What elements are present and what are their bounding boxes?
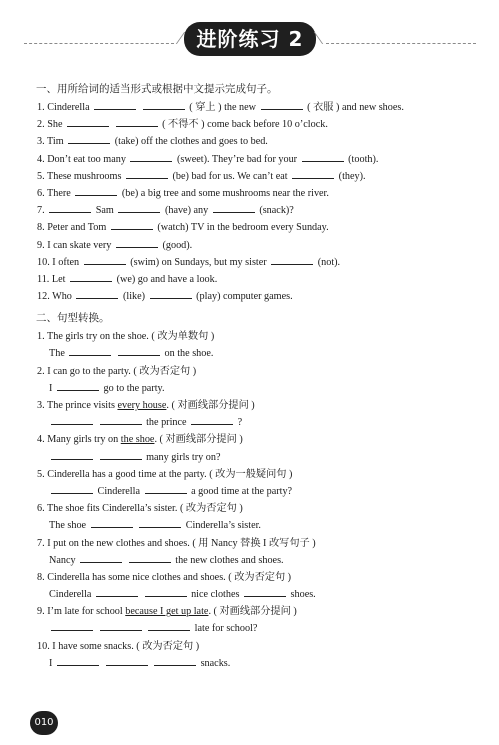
exercise-1 [37, 99, 477, 116]
answer-blank[interactable] [70, 272, 112, 282]
answer-blank[interactable] [57, 656, 99, 666]
text: (we) go and have a look. [116, 273, 218, 285]
header-rule-right [326, 43, 476, 44]
transform-2-answer [37, 380, 477, 397]
section-header [0, 22, 499, 62]
exercise-12 [37, 288, 477, 305]
text: (swim) on Sundays, but my sister [130, 256, 267, 268]
answer-blank[interactable] [67, 117, 109, 127]
text: (not). [317, 256, 341, 268]
answer-blank[interactable] [76, 289, 118, 299]
answer-blank[interactable] [244, 587, 286, 597]
transform-9-prompt [37, 603, 477, 620]
text: I [49, 657, 53, 669]
text: go to the party. [103, 382, 165, 394]
text: 3. The prince visits [37, 400, 118, 411]
text: ( 衣服 ) and new shoes. [307, 102, 404, 113]
transform-3-answer [37, 414, 477, 431]
answer-blank[interactable] [51, 415, 93, 425]
exercise-6 [37, 185, 477, 202]
answer-blank[interactable] [57, 381, 99, 391]
underlined-text: the shoe [120, 434, 155, 446]
exercise-9 [37, 237, 477, 254]
transform-3-prompt [37, 397, 477, 414]
answer-blank[interactable] [154, 656, 196, 666]
text: on the shoe. [164, 348, 214, 360]
text: 10. I often [37, 256, 80, 268]
text: (watch) TV in the bedroom every Sunday. [157, 222, 329, 234]
answer-blank[interactable] [91, 518, 133, 528]
answer-blank[interactable] [68, 134, 110, 144]
answer-blank[interactable] [213, 203, 255, 213]
text: 9. I’m late for school [37, 606, 126, 618]
answer-blank[interactable] [100, 621, 142, 631]
worksheet-content [37, 80, 477, 672]
text: I [49, 382, 53, 394]
answer-blank[interactable] [143, 100, 185, 110]
text: 11. Let [37, 273, 66, 285]
transform-9-answer [37, 620, 477, 637]
text: late for school? [194, 623, 258, 635]
section1-heading: 一、用所给词的适当形式或根据中文提示完成句子。 [36, 83, 278, 95]
answer-blank[interactable] [100, 450, 142, 460]
header-rule-left [24, 43, 174, 44]
header-tick-left [164, 32, 185, 44]
answer-blank[interactable] [191, 415, 233, 425]
answer-blank[interactable] [84, 255, 126, 265]
transform-4-answer [37, 449, 477, 466]
text: shoes. [290, 589, 316, 601]
answer-blank[interactable] [111, 220, 153, 230]
exercise-7 [37, 202, 477, 219]
text: (tooth). [348, 153, 379, 165]
section2-heading: 二、句型转换。 [36, 312, 110, 325]
text: (sweet). They’re bad for your [177, 153, 298, 165]
answer-blank[interactable] [51, 450, 93, 460]
transform-5-prompt: 5. Cinderella has a good time at the party. ( 改为一般疑问句 ) [37, 468, 293, 480]
text: (like) [123, 291, 146, 303]
answer-blank[interactable] [51, 484, 93, 494]
text: Cinderella [97, 485, 140, 497]
transform-8-prompt: 8. Cinderella has some nice clothes and shoes. ( 改为否定句 ) [37, 571, 292, 583]
text: nice clothes [191, 589, 240, 601]
exercise-3 [37, 133, 477, 150]
text: (they). [338, 170, 366, 182]
text: 4. Don’t eat too many [37, 153, 126, 165]
page-title: 进阶练习 2 [184, 22, 316, 56]
answer-blank[interactable] [118, 203, 160, 213]
text: The [49, 348, 65, 360]
answer-blank[interactable] [261, 100, 303, 110]
answer-blank[interactable] [139, 518, 181, 528]
text: (play) computer games. [196, 291, 293, 303]
text: 1. Cinderella [37, 102, 90, 113]
answer-blank[interactable] [145, 484, 187, 494]
text: a good time at the party? [191, 485, 293, 497]
answer-blank[interactable] [94, 100, 136, 110]
answer-blank[interactable] [148, 621, 190, 631]
answer-blank[interactable] [49, 203, 91, 213]
transform-1-prompt: 1. The girls try on the shoe. ( 改为单数句 ) [37, 331, 215, 343]
text: (be) a big tree and some mushrooms near the river. [121, 187, 329, 199]
text: (snack)? [259, 205, 294, 217]
answer-blank[interactable] [302, 152, 344, 162]
text: The shoe [49, 520, 87, 532]
answer-blank[interactable] [130, 152, 172, 162]
answer-blank[interactable] [145, 587, 187, 597]
answer-blank[interactable] [106, 656, 148, 666]
underlined-text: because I get up late [125, 606, 209, 618]
exercise-5 [37, 168, 477, 185]
text: Cinderella’s sister. [185, 520, 261, 532]
text: . ( 对画线部分提问 ) [166, 400, 255, 411]
transform-10-prompt: 10. I have some snacks. ( 改为否定句 ) [37, 640, 200, 652]
transform-8-answer [37, 586, 477, 603]
text: ? [237, 417, 243, 429]
transform-4-prompt [37, 431, 477, 448]
underlined-text: every house [117, 400, 167, 411]
transform-6-prompt: 6. The shoe fits Cinderella’s sister. ( 改为否定句 ) [37, 503, 243, 515]
text: 5. These mushrooms [37, 170, 122, 182]
transform-2-prompt: 2. I can go to the party. ( 改为否定句 ) [37, 365, 197, 377]
text: (have) any [164, 205, 209, 217]
text: (be) bad for us. We can’t eat [172, 170, 288, 182]
text: Nancy [49, 554, 76, 566]
text: 6. There [37, 187, 71, 199]
answer-blank[interactable] [69, 346, 111, 356]
text: ( 穿上 ) the new [189, 102, 257, 113]
exercise-8 [37, 219, 477, 236]
text: many girls try on? [146, 451, 221, 463]
answer-blank[interactable] [129, 553, 171, 563]
text: snacks. [200, 657, 231, 669]
answer-blank[interactable] [75, 186, 117, 196]
text: 12. Who [37, 291, 72, 303]
answer-blank[interactable] [116, 238, 158, 248]
exercise-4 [37, 151, 477, 168]
text: Cinderella [49, 589, 92, 601]
text: . ( 对画线部分提问 ) [154, 434, 243, 446]
page-number: 010 [30, 711, 58, 735]
exercise-2 [37, 116, 477, 133]
answer-blank[interactable] [271, 255, 313, 265]
text: 4. Many girls try on [37, 434, 121, 446]
text: 2. She [37, 119, 63, 131]
answer-blank[interactable] [292, 169, 334, 179]
text: . ( 对画线部分提问 ) [208, 606, 297, 618]
text: Sam [95, 205, 114, 217]
exercise-10 [37, 254, 477, 271]
text: 8. Peter and Tom [37, 222, 107, 234]
text: 3. Tim [37, 136, 64, 148]
text: 9. I can skate very [37, 239, 112, 251]
transform-7-prompt: 7. I put on the new clothes and shoes. ( 用 Nancy 替换 I 改写句子 ) [37, 537, 316, 549]
answer-blank[interactable] [126, 169, 168, 179]
transform-7-answer [37, 552, 477, 569]
text: the new clothes and shoes. [175, 554, 284, 566]
text: ( 不得不 ) come back before 10 o’clock. [162, 119, 328, 131]
answer-blank[interactable] [118, 346, 160, 356]
answer-blank[interactable] [116, 117, 158, 127]
answer-blank[interactable] [150, 289, 192, 299]
text: (take) off the clothes and goes to bed. [114, 136, 268, 148]
text: (good). [162, 239, 193, 251]
answer-blank[interactable] [96, 587, 138, 597]
transform-5-answer [37, 483, 477, 500]
exercise-11 [37, 271, 477, 288]
transform-10-answer [37, 655, 477, 672]
answer-blank[interactable] [80, 553, 122, 563]
text: the prince [146, 417, 187, 429]
transform-1-answer [37, 345, 477, 362]
transform-6-answer [37, 517, 477, 534]
answer-blank[interactable] [51, 621, 93, 631]
answer-blank[interactable] [100, 415, 142, 425]
text: 7. [37, 205, 45, 217]
